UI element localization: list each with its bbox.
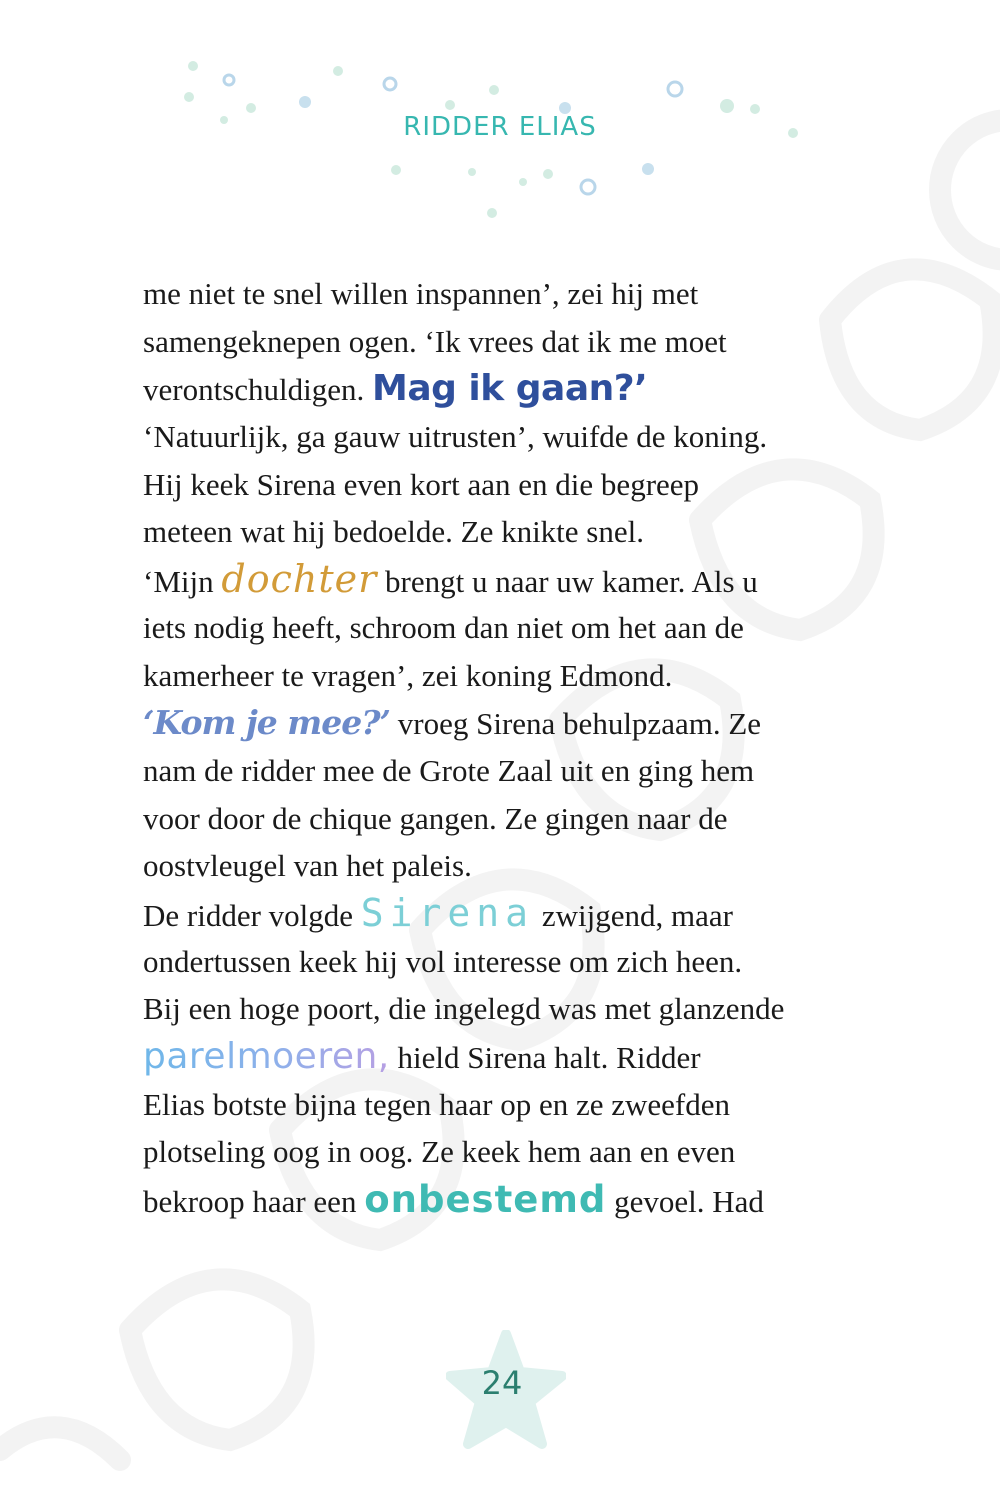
text-segment: brengt u naar uw kamer. Als u: [377, 564, 758, 600]
text-segment: oostvleugel van het paleis.: [143, 848, 472, 884]
text-segment: Hij keek Sirena even kort aan en die begreep: [143, 466, 700, 502]
text-line: [143, 890, 883, 938]
text-line: [143, 1128, 883, 1176]
text-line: [143, 508, 883, 556]
text-segment: zwijgend, maar: [534, 897, 733, 933]
decorative-word: Sirena: [360, 890, 535, 935]
text-line: [143, 795, 883, 843]
page-number: 24: [481, 1364, 523, 1402]
decorative-word: ‘Kom je mee?’: [143, 703, 391, 743]
text-line: [143, 365, 883, 413]
text-segment: ondertussen keek hij vol interesse om zich heen.: [143, 943, 743, 979]
text-segment: samengeknepen ogen. ‘Ik vrees dat ik me moet: [143, 323, 727, 359]
text-line: [143, 556, 883, 604]
text-segment: me niet te snel willen inspannen’, zei hij met: [143, 276, 699, 311]
text-line: [143, 1081, 883, 1129]
text-segment: verontschuldigen.: [143, 372, 373, 408]
text-line: [143, 842, 883, 890]
decorative-word: parelmoeren,: [143, 1036, 390, 1077]
text-line: [143, 461, 883, 509]
text-segment: plotseling oog in oog. Ze keek hem aan en even: [143, 1134, 736, 1170]
text-segment: ‘Natuurlijk, ga gauw uitrusten’, wuifde de koning.: [143, 419, 768, 455]
text-line: [143, 1033, 883, 1081]
text-line: [143, 985, 883, 1033]
text-segment: De ridder volgde: [143, 897, 361, 933]
text-segment: meteen wat hij bedoelde. Ze knikte snel.: [143, 514, 644, 550]
text-segment: Bij een hoge poort, die ingelegd was met glanzende: [143, 991, 785, 1027]
text-line: [143, 604, 883, 652]
text-segment: kamerheer te vragen’, zei koning Edmond.: [143, 657, 673, 693]
text-line: [143, 938, 883, 986]
text-line: [143, 1176, 883, 1224]
text-line: [143, 652, 883, 700]
text-segment: nam de ridder mee de Grote Zaal uit en ging hem: [143, 752, 755, 788]
running-header: RIDDER ELIAS: [403, 112, 597, 142]
text-line: [143, 318, 883, 366]
text-segment: iets nodig heeft, schroom dan niet om het aan de: [143, 609, 744, 645]
text-line: [143, 270, 883, 318]
text-segment: ‘Mijn: [143, 564, 222, 600]
text-segment: hield Sirena halt. Ridder: [389, 1040, 701, 1075]
text-segment: Elias botste bijna tegen haar op en ze zweefden: [143, 1086, 731, 1122]
text-line: [143, 699, 883, 747]
text-segment: gevoel. Had: [606, 1184, 764, 1220]
text-line: [143, 747, 883, 795]
text-line: [143, 413, 883, 461]
decorative-word: dochter: [221, 557, 378, 602]
decorative-word: onbestemd: [364, 1178, 607, 1222]
text-segment: bekroop haar een: [143, 1184, 365, 1220]
text-segment: voor door de chique gangen. Ze gingen naar de: [143, 800, 728, 836]
body-text: [143, 270, 883, 1224]
text-segment: vroeg Sirena behulpzaam. Ze: [390, 706, 762, 742]
decorative-word: Mag ik gaan?’: [372, 368, 648, 410]
